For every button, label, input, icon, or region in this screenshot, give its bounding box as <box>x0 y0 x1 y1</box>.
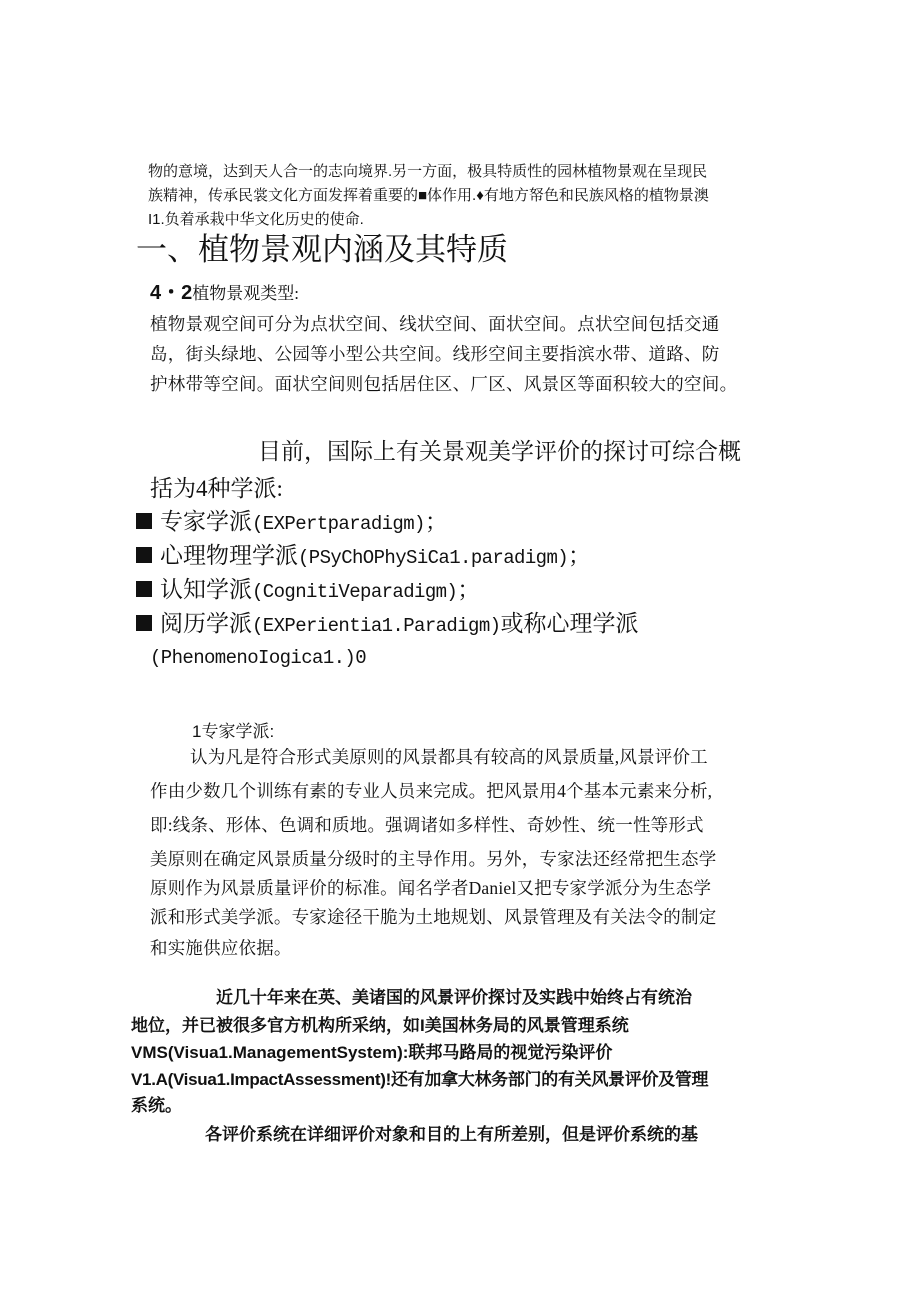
subheading-text: 植物景观类型: <box>192 284 299 303</box>
schools-trailer: (PhenomenoIogica1.)0 <box>150 647 367 669</box>
bold-line-6: 各评价系统在详细评价对象和目的上有所差别，但是评价系统的基 <box>205 1125 698 1144</box>
school-name: 认知学派 <box>160 577 252 602</box>
space-line-1: 植物景观空间可分为点状空间、线状空间、面状空间。点状空间包括交通 <box>150 314 720 334</box>
subheading <box>150 276 299 305</box>
school-latin: (EXPertparadigm) <box>252 513 425 535</box>
school-item-cognitive <box>136 573 480 609</box>
school-latin: (EXPerientia1.Paradigm) <box>252 615 501 637</box>
expert-line-3: 即:线条、形体、色调和质地。强调诸如多样性、奇妙性、统一性等形式 <box>150 815 704 835</box>
school-name: 心理物理学派 <box>160 543 298 568</box>
bold-line-3: VMS(Visua1.ManagementSystem):联邦马路局的视觉污染评价 <box>131 1043 613 1062</box>
section-heading: 一、植物景观内涵及其特质 <box>136 232 508 267</box>
school-tail: ； <box>568 543 592 568</box>
expert-line-2: 作由少数几个训练有素的专业人员来完成。把风景用4个基本元素来分析, <box>150 781 713 801</box>
expert-line-1: 认为凡是符合形式美原则的风景都具有较高的风景质量,风景评价工 <box>190 747 708 767</box>
intro-line-3: I1.负着承栽中华文化历史的使命. <box>148 211 364 228</box>
schools-intro-line-1: 目前，国际上有关景观美学评价的探讨可综合概 <box>258 439 741 464</box>
space-line-3: 护林带等空间。面状空间则包括居住区、厂区、风景区等面积较大的空间。 <box>150 374 738 394</box>
school-item-psychophysical <box>136 539 591 575</box>
intro-line-2: 族精神，传承民裳文化方面发挥着重要的■体作用.♦有地方帑色和民族风格的植物景澳 <box>148 187 709 204</box>
schools-intro-line-2: 括为4种学派: <box>150 476 283 501</box>
expert-line-5: 原则作为风景质量评价的标准。闻名学者Daniel又把专家学派分为生态学 <box>150 878 712 898</box>
school-tail: ； <box>424 509 448 534</box>
space-line-2: 岛，街头绿地、公园等小型公共空间。线形空间主要指滨水带、道路、防 <box>150 344 720 364</box>
school-name: 阅历学派 <box>160 611 252 636</box>
school-latin: (PSyChOPhySiCa1.paradigm) <box>298 547 569 569</box>
expert-line-6: 派和形式美学派。专家途径干脆为土地规划、风景管理及有关法令的制定 <box>150 907 717 927</box>
expert-line-7: 和实施供应依据。 <box>150 938 292 958</box>
expert-line-4: 美原则在确定风景质量分级时的主导作用。另外，专家法还经常把生态学 <box>150 849 717 869</box>
bullet-square-icon <box>136 615 152 631</box>
school-item-experiential <box>136 607 638 643</box>
intro-line-1: 物的意境，达到天人合一的志向境界.另一方面，极具特质性的园林植物景观在呈现民 <box>148 163 708 180</box>
bold-line-2: 地位，并已被很多官方机构所采纳，如I美国林务局的风景管理系统 <box>131 1016 629 1035</box>
school-tail: ； <box>457 577 481 602</box>
bold-line-4: V1.A(Visua1.ImpactAssessment)!还有加拿大林务部门的有关风景评价及管理 <box>131 1070 709 1089</box>
bullet-square-icon <box>136 513 152 529</box>
school-name: 专家学派 <box>160 509 252 534</box>
expert-title: 1专家学派: <box>192 722 275 741</box>
bullet-square-icon <box>136 581 152 597</box>
bold-line-1: 近几十年来在英、美诸国的风景评价探讨及实践中始终占有统治 <box>216 988 692 1007</box>
school-item-expert <box>136 505 448 541</box>
school-tail: 或称心理学派 <box>500 611 639 636</box>
subheading-number: 4・2 <box>150 282 193 304</box>
school-latin: (CognitiVeparadigm) <box>252 581 458 603</box>
bullet-square-icon <box>136 547 152 563</box>
bold-line-5: 系统。 <box>131 1096 182 1115</box>
